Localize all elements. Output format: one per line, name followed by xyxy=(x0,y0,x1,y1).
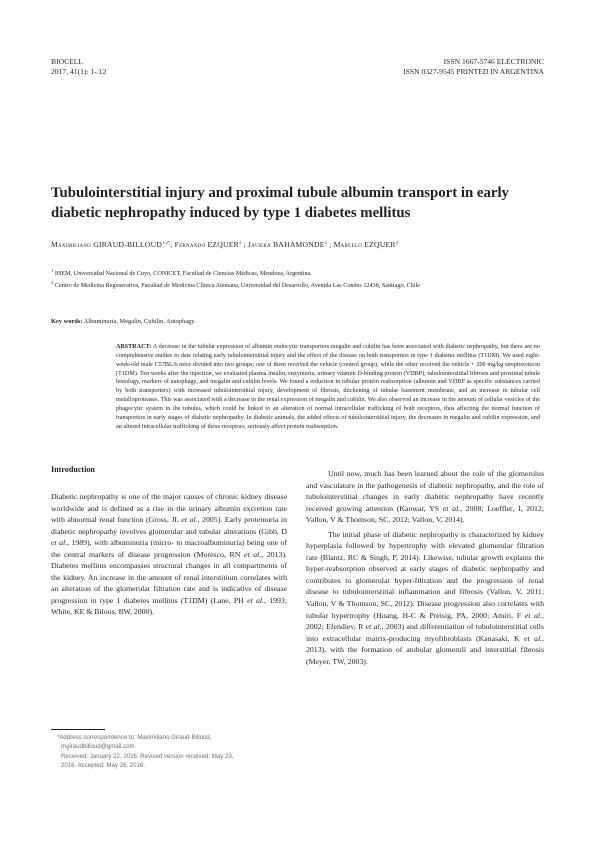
author xyxy=(334,240,398,249)
author-affiliation-mark: 1,2* xyxy=(162,240,171,245)
author-first-name: Fernando xyxy=(174,240,206,249)
abstract-label: ABSTRACT: xyxy=(116,343,152,350)
italic-text: et al., xyxy=(365,622,384,632)
email-link[interactable]: mgiraudbilloud@gmail.com xyxy=(61,743,135,751)
italic-text: et al., xyxy=(51,538,70,548)
author xyxy=(248,240,334,249)
footnote-rule xyxy=(51,729,105,730)
author-affiliation-mark: 2 xyxy=(324,240,327,245)
author-first-name: Maximiliano xyxy=(51,240,92,249)
received-dates: Received: January 22, 2016. Revised version received: May 23, xyxy=(61,752,234,760)
journal-name: BIOCELL xyxy=(51,57,84,66)
italic-text: et al., xyxy=(524,610,544,620)
journal-citation: 2017, 41(1): 1-.12 xyxy=(51,67,107,76)
author-separator: ; xyxy=(326,240,334,249)
affiliation-2 xyxy=(51,279,561,290)
journal-header-left xyxy=(51,57,106,77)
author-last-name: EZQUER xyxy=(364,240,396,249)
author xyxy=(175,240,248,249)
author-first-name: Marcelo xyxy=(333,240,363,249)
author-separator: ; xyxy=(241,240,248,249)
author-last-name: EZQUER xyxy=(207,240,239,249)
correspondence-footnote xyxy=(57,733,289,771)
correspondence-line: *Address correspondence to: Maximiliano Giraud-Billoud, xyxy=(57,734,212,741)
issn-print: ISSN 0327-9545 PRINTED IN ARGENTINA xyxy=(403,67,544,76)
italic-text: et al., xyxy=(442,503,463,513)
keywords-text: Albuminuria, Megalin, Cubilin, Autophagy. xyxy=(83,318,196,325)
abstract-text: A decrease in the tubular expression of albumin endocytic transporters megalin and cubilin has been associated with diabetic nephropathy, but there are no comprehensive studies to date relating early tubulointerstitial injury and the effect of the disease on both transporters in type 1 diabetes mellitus (T1DM). We used eight-week-old male C57BL/6 mice divided into two groups; one of them received the vehicle (control group), while the other received the vehicle + 200 mg/kg streptozotocin (T1DM). Ten weeks after the injection, we evaluated plasma insulin, enzymuria, urinary vitamin D-binding protein (VDBP), tubulointerstitial fibrosis and proximal tubule histology, markers of autophagy, and megalin and cubilin levels. We found a reduction in tubular protein reabsorption (albumin and VDBP as specific substances carried by both transporters) with increased tubulointerstitial injury, development of fibrosis, thickening of tubular basement membrane, and an increase in tubular cell metalloproteases. This was associated with a decrease in the renal expression of megalin and cubilin. We also observed an increase in the amount of cellular vesicles of the phagocytic system in the tubules, which could be linked to an alteration of normal intracellular trafficking of both receptors, thus affecting the normal function of transporters in early stages of diabetic nephropathy. In diabetic animals, the added effects of tubulointerstitial injury, the decreases in megalin and cubilin expression, and an altered intracellular trafficking of these receptors, seriously affect protein reabsorption. xyxy=(116,343,540,430)
affiliation-text: Centro de Medicina Regenerativa, Facultad de Medicina Clínica Alemana, Universidad del Desarrollo, Avenida Las Condes 12438, Santiago, Chile xyxy=(54,282,421,289)
affiliation-1 xyxy=(51,267,561,278)
author-affiliation-mark: 2 xyxy=(238,240,242,245)
body-paragraph: The initial phase of diabetic nephropathy is characterized by kidney hyperplasia followed by hypertrophy with elevated glomerular filtration rate (Blantz, RC & Singh, P, 2014). Likewise, tubular growth explains the hyper-reabsorption observed at early stages of diabetic nephropathy and contributes to glomerular hyper-filtration and the progression of renal disease to tubulointerstitial inflammation and fibrosis (Vallon, V, 2011; Vallon, V & Thomson, SC, 2012). Disease progression also correlates with tubular hypertrophy (Huang, H-C & Preisig, PA, 2000; Amiri, F et al., 2002; Efendiev, R et al., 2003) and differentiation of tubulointerstitial cells into extracellular matrix-producing myofibroblasts (Kanasaki, K et al., 2013), with the formation of atubular glomeruli and interstitial fibrosis (Meyer, TW, 2003). xyxy=(306,529,545,666)
author xyxy=(51,240,175,249)
italic-text: et al., xyxy=(243,549,264,559)
journal-header-right xyxy=(403,57,544,77)
abstract xyxy=(116,343,540,431)
affiliation-number: 2 xyxy=(51,280,54,285)
section-heading-introduction: Introduction xyxy=(51,465,95,474)
body-paragraph: Diabetic nephropathy is one of the major causes of chronic kidney disease worldwide and is defined as a rise in the urinary albumin excretion rate with abnormal renal function (Gross, JL et al., 2005). Early proteinuria in diabetic nephropathy involves glomerular and tubular alterations (Gibb, D et al., 1989), with albuminuria (micro- to macroalbuminuria) being one of the central markers of disease progression (Moresco, RN et al., 2013). Diabetes mellitus encompasses structural changes in all compartments of the kidney. An increase in the amount of renal interstitium correlates with an alteration of the glomerular filtration rate and is indicative of disease progression in type 1 diabetes mellitus (T1DM) (Lane, PH et al., 1993; White, KE & Bilous, RW, 2000). xyxy=(51,492,287,617)
italic-text: et al., xyxy=(181,515,200,525)
right-column xyxy=(306,468,544,667)
issn-electronic: ISSN 1667-5746 ELECTRONIC xyxy=(443,57,544,66)
article-title: Tubulointerstitial injury and proximal tubule albumin transport in early diabetic nephropathy induced by type 1 diabetes mellitus xyxy=(51,185,509,221)
accepted-date: 2016. Accepted: May 26, 2016. xyxy=(61,762,146,770)
italic-text: et al., xyxy=(524,633,545,643)
left-column xyxy=(51,491,287,618)
author-first-name: Javiera xyxy=(247,240,271,249)
author-last-name: BAHAMONDE xyxy=(273,240,325,249)
author-separator: ; xyxy=(170,240,175,249)
author-affiliation-mark: 2 xyxy=(395,240,399,245)
keywords-label: Key words: xyxy=(51,318,83,325)
author-list xyxy=(51,240,398,249)
affiliation-number: 1 xyxy=(51,268,54,273)
affiliation-text: IHEM, Universidad Nacional de Cuyo, CONICET, Facultad de Ciencias Médicas, Mendoza, Argentina. xyxy=(54,270,312,277)
author-last-name: GIRAUD-BILLOUD xyxy=(93,240,163,249)
keywords xyxy=(51,318,196,325)
body-paragraph: Until now, much has been learned about the role of the glomerulus and vasculature in the pathogenesis of diabetic nephropathy, and the role of tubulointerstitial changes in early diabetic nephropathy have recently received growing attention (Kanwar, YS et al., 2008; Loeffler, I, 2012; Vallon, V & Thomson, SC, 2012; Vallon, V, 2014). xyxy=(306,469,544,525)
italic-text: et al., xyxy=(247,595,266,605)
